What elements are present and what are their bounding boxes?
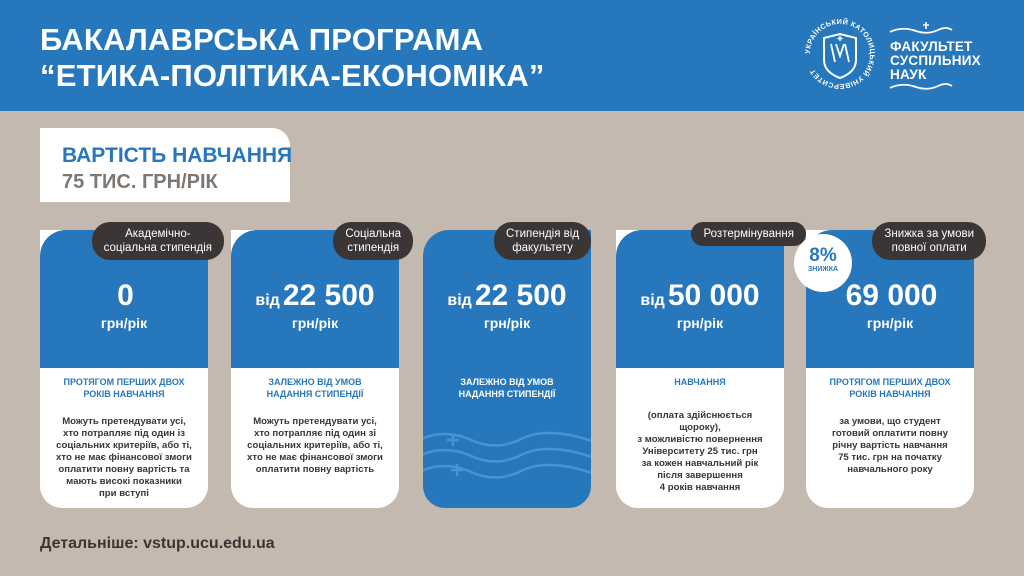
amount-prefix: від — [447, 292, 472, 309]
ucu-logo — [800, 14, 880, 94]
wave-decoration — [423, 230, 591, 508]
card-amount — [616, 280, 784, 317]
card-pill: Знижка за умови повної оплати — [872, 222, 986, 260]
card-unit: грн/рік — [483, 315, 531, 331]
card-unit: грн/рік — [100, 315, 148, 331]
discount-label: ЗНИЖКА — [807, 266, 839, 273]
card-amount — [231, 280, 399, 317]
card-description: Можуть претендувати усі, хто потрапляє під один із соціальних критеріїв, або ті, хто не має фінансової змоги оплатити повну вартість та мають високі показники при вступі — [56, 416, 192, 499]
ucu-ring-text: УКРАЇНСЬКИЙ КАТОЛИЦЬКИЙ УНІВЕРСИТЕТ — [802, 16, 878, 92]
card-deferred-payment — [616, 228, 794, 508]
tuition-cost-value: 75 ТИС. ГРН/РІК — [62, 171, 218, 193]
card-faculty-scholarship — [423, 230, 591, 508]
page-title — [40, 22, 545, 94]
tuition-cost-box — [40, 128, 293, 202]
card-unit: грн/рік — [676, 315, 724, 331]
amount-value: 69 000 — [845, 279, 938, 312]
card-unit: грн/рік — [291, 315, 339, 331]
faculty-line-1: ФАКУЛЬТЕТ — [890, 39, 973, 54]
card-pill: Стипендія від факультету — [494, 222, 591, 260]
card-description: Можуть претендувати усі, хто потрапляє під один зі соціальних критеріїв, або ті, хто не має фінансової змоги оплатити повну вартість — [247, 416, 383, 475]
card-description: за умови, що студент готовий оплатити повну річну вартість навчання 75 тис. грн на початку навчального року — [832, 416, 948, 475]
card-social-scholarship — [231, 230, 399, 508]
card-pill: Академічно- соціальна стипендія — [92, 222, 224, 260]
header-banner — [0, 0, 1024, 111]
tuition-cost-label: ВАРТІСТЬ НАВЧАННЯ — [62, 144, 293, 167]
amount-value: 22 500 — [474, 279, 567, 312]
faculty-logo — [886, 18, 982, 94]
card-unit: грн/рік — [866, 315, 914, 331]
amount-prefix: від — [255, 292, 280, 309]
card-amount — [423, 280, 591, 317]
discount-percent: 8% — [809, 245, 837, 266]
faculty-line-3: НАУК — [890, 67, 927, 82]
card-pill: Розтермінування — [691, 222, 806, 246]
title-line-2: “ЕТИКА-ПОЛІТИКА-ЕКОНОМІКА” — [40, 58, 545, 93]
amount-prefix: від — [640, 292, 665, 309]
amount-value: 22 500 — [282, 279, 375, 312]
discount-badge — [796, 236, 850, 290]
faculty-line-2: СУСПІЛЬНИХ — [890, 53, 981, 68]
faculty-name — [890, 40, 981, 82]
card-note: ЗАЛЕЖНО ВІД УМОВ НАДАННЯ СТИПЕНДІЇ — [266, 377, 364, 399]
amount-value: 50 000 — [667, 279, 760, 312]
title-line-1: БАКАЛАВРСЬКА ПРОГРАМА — [40, 22, 484, 57]
card-note: ПРОТЯГОМ ПЕРШИХ ДВОХ РОКІВ НАВЧАННЯ — [829, 377, 951, 399]
amount-value: 0 — [117, 279, 134, 312]
card-academic-social-scholarship — [40, 228, 212, 508]
card-note: НАВЧАННЯ — [674, 377, 726, 387]
card-note: ПРОТЯГОМ ПЕРШИХ ДВОХ РОКІВ НАВЧАННЯ — [63, 377, 185, 399]
more-info-link[interactable]: Детальніше: vstup.ucu.edu.ua — [40, 535, 275, 552]
card-description: (оплата здійснюється щороку), з можливістю повернення Університету 25 тис. грн за кожен навчальний рік після завершення 4 років навчання — [637, 410, 763, 493]
card-amount — [40, 280, 208, 317]
card-pill: Соціальна стипендія — [333, 222, 413, 260]
card-note: ЗАЛЕЖНО ВІД УМОВ НАДАННЯ СТИПЕНДІЇ — [458, 377, 556, 399]
